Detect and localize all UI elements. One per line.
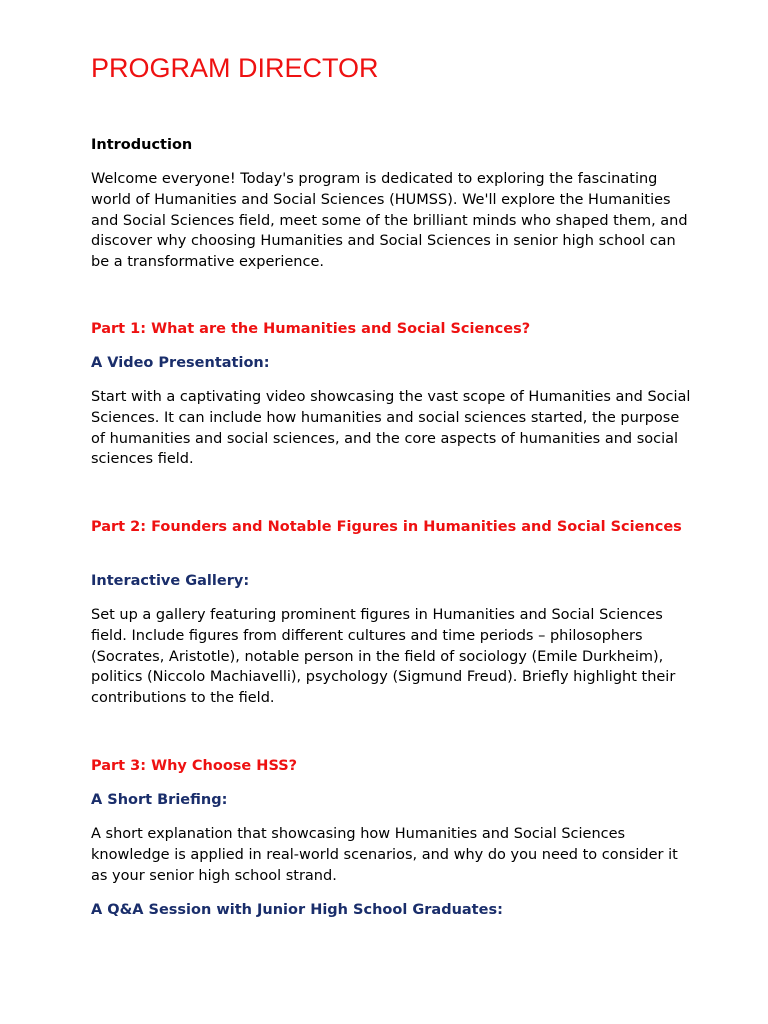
document-title: PROGRAM DIRECTOR — [91, 53, 379, 83]
part-2-subheading: Interactive Gallery: — [91, 573, 250, 589]
part-1-subheading: A Video Presentation: — [91, 355, 270, 371]
introduction-paragraph: Welcome everyone! Today's program is dedicated to exploring the fascinating world of Humanities and Social Sciences (HUMSS). We'll explore the Humanities and Social Sciences field, meet some of the brilliant minds who shaped them, and discover why choosing Humanities and Social Sciences in senior high school can be a transformative experience. — [91, 171, 688, 271]
part-3-qa-subheading: A Q&A Session with Junior High School Graduates: — [91, 902, 503, 918]
part-2-heading: Part 2: Founders and Notable Figures in Humanities and Social Sciences — [91, 519, 682, 535]
part-3-subheading: A Short Briefing: — [91, 792, 228, 808]
part-2-paragraph: Set up a gallery featuring prominent figures in Humanities and Social Sciences field. Include figures from different cultures and time periods – philosophers (Socrates, Aristotle), notable person in the field of sociology (Emile Durkheim), politics (Niccolo Machiavelli), psychology (Sigmund Freud). Briefly highlight their contributions to the field. — [91, 607, 676, 707]
part-3-paragraph: A short explanation that showcasing how Humanities and Social Sciences knowledge is applied in real-world scenarios, and why do you need to consider it as your senior high school strand. — [91, 826, 678, 884]
part-1-paragraph: Start with a captivating video showcasing the vast scope of Humanities and Social Sciences. It can include how humanities and social sciences started, the purpose of humanities and social sciences, and the core aspects of humanities and social sciences field. — [91, 389, 691, 468]
part-3-heading: Part 3: Why Choose HSS? — [91, 758, 298, 774]
introduction-heading: Introduction — [91, 137, 193, 153]
part-1-heading: Part 1: What are the Humanities and Social Sciences? — [91, 321, 531, 337]
